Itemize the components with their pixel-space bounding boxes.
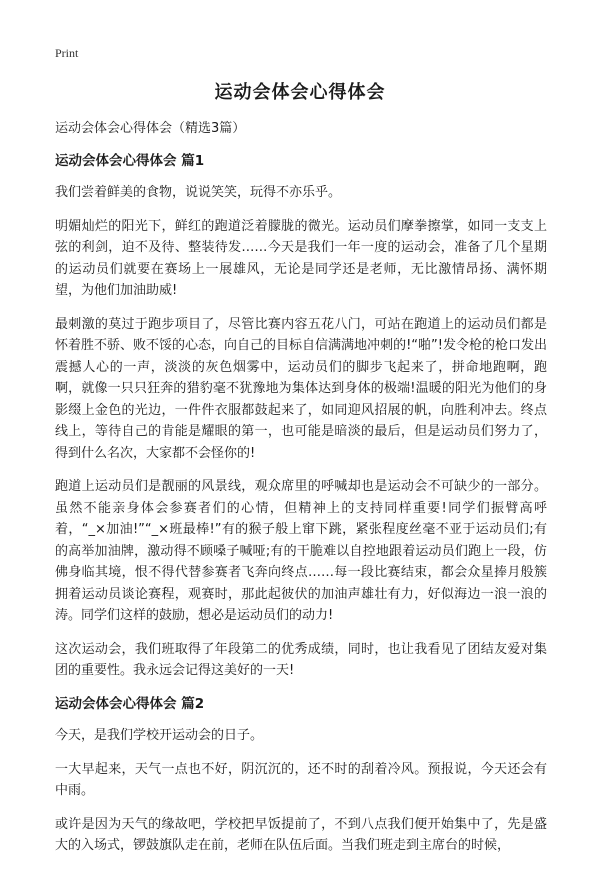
- document-title: 运动会体会心得体会: [214, 82, 386, 103]
- paragraph: 我们尝着鲜美的食物，说说笑笑，玩得不亦乐乎。: [55, 185, 342, 200]
- section-2: [55, 694, 547, 857]
- document-body: [55, 118, 547, 869]
- paragraph: 跑道上运动员们是靓丽的风景线，观众席里的呼喊却也是运动会不可缺少的一部分。虽然不能亲身体会参赛者们的心情，但精神上的支持同样重要!同学们振臂高呼着，“_×加油!”“_×班最棒!”有的猴子般上窜下跳，紧张程度丝毫不亚于运动员们;有的高举加油牌，激动得不顾嗓子喊哑;有的干脆难以自控地跟着运动员们跑上一段，仿佛身临其境，恨不得代替参赛者飞奔向终点……每一段比赛结束，都会众星捧月般簇拥着运动员谈论赛程，观赛时，那此起彼伏的加油声雄壮有力，好似海边一浪一浪的涛。同学们这样的鼓励，想必是运动员们的动力!: [55, 479, 547, 623]
- paragraph: 一大早起来，天气一点也不好，阴沉沉的，还不时的刮着冷风。预报说，今天还会有中雨。: [55, 761, 547, 798]
- document-subtitle: 运动会体会心得体会（精选3篇）: [55, 121, 246, 136]
- section-heading: 运动会体会心得体会 篇2: [55, 695, 205, 712]
- paragraph: 或许是因为天气的缘故吧，学校把早饭提前了，不到八点我们便开始集中了，先是盛大的入场式，锣鼓旗队走在前，老师在队伍后面。当我们班走到主席台的时候，: [55, 816, 547, 853]
- print-link[interactable]: Print: [55, 46, 79, 60]
- paragraph: 这次运动会，我们班取得了年段第二的优秀成绩，同时，也让我看见了团结友爱对集团的重要性。我永远会记得这美好的一天!: [55, 641, 547, 678]
- paragraph: 最刺激的莫过于跑步项目了，尽管比赛内容五花八门，可站在跑道上的运动员们都是怀着胜不骄、败不馁的心态，向自己的目标自信满满地冲刺的!“啪”!发令枪的枪口发出震撼人心的一声，淡淡的灰色烟雾中，运动员们的脚步飞起来了，拼命地跑啊，跑啊，就像一只只狂奔的猎豹毫不犹豫地为集体达到身体的极端!温暖的阳光为他们的身影缀上金色的光边，一件件衣服都鼓起来了，如同迎风招展的帆，向胜利冲去。终点线上，等待自己的肯能是耀眼的第一，也可能是暗淡的最后，但是运动员们努力了，得到什么名次，大家都不会怪你的!: [55, 316, 547, 461]
- paragraph: 明媚灿烂的阳光下，鲜红的跑道泛着朦胧的微光。运动员们摩拳擦掌，如同一支支上弦的利剑，迫不及待、整装待发……今天是我们一年一度的运动会，准备了几个星期的运动员们就要在赛场上一展雄风，无论是同学还是老师，无比激情昂扬、满怀期望，为他们加油助威!: [55, 218, 547, 298]
- paragraph: 今天，是我们学校开运动会的日子。: [55, 728, 264, 743]
- section-1: [55, 151, 547, 682]
- section-heading: 运动会体会心得体会 篇1: [55, 152, 205, 169]
